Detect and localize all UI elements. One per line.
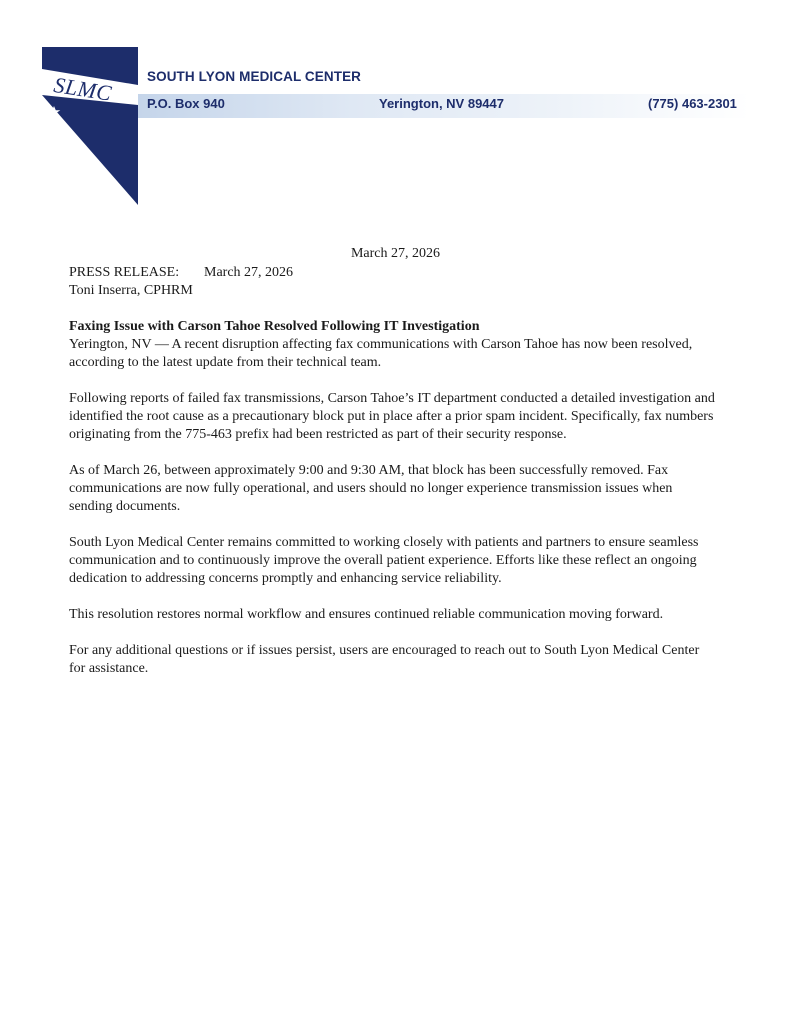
po-box: P.O. Box 940 (147, 96, 225, 111)
release-date: March 27, 2026 (204, 265, 294, 280)
organization-name: SOUTH LYON MEDICAL CENTER (147, 69, 362, 84)
release-meta (69, 264, 719, 300)
paragraph: For any additional questions or if issues persist, users are encouraged to reach out to South Lyon Medical Center for assistance. (69, 643, 700, 676)
document-date: March 27, 2026 (350, 246, 441, 261)
headline: Faxing Issue with Carson Tahoe Resolved Following IT Investigation (69, 319, 480, 334)
city-state-zip: Yerington, NV 89447 (379, 96, 504, 111)
phone-number: (775) 463-2301 (648, 96, 737, 111)
letterhead (0, 0, 791, 210)
press-release-body (69, 264, 719, 696)
paragraph: Yerington, NV — A recent disruption affecting fax communications with Carson Tahoe has now been resolved, according to the latest update from their technical team. (69, 337, 693, 370)
paragraph: This resolution restores normal workflow and ensures continued reliable communication moving forward. (69, 607, 664, 622)
author: Toni Inserra, CPHRM (69, 283, 193, 298)
paragraph: South Lyon Medical Center remains committed to working closely with patients and partners to ensure seamless communication and to continuously improve the overall patient experience. Efforts like these reflect an ongoing dedication to addressing concerns promptly and enhancing service reliability. (69, 535, 699, 586)
logo-lettering: SLMC (52, 72, 114, 106)
release-line (69, 264, 719, 282)
paragraph: Following reports of failed fax transmissions, Carson Tahoe’s IT department conducted a detailed investigation and identified the root cause as a precautionary block put in place after a prior spam incident. Specifically, fax numbers originating from the 775-463 prefix had been restricted as part of their security response. (69, 391, 715, 442)
slmc-logo (42, 47, 138, 205)
paragraph: As of March 26, between approximately 9:00 and 9:30 AM, that block has been successfully removed. Fax communications are now fully operational, and users should no longer experience transmission issues when sending documents. (69, 463, 673, 514)
release-label: PRESS RELEASE: (69, 265, 180, 280)
